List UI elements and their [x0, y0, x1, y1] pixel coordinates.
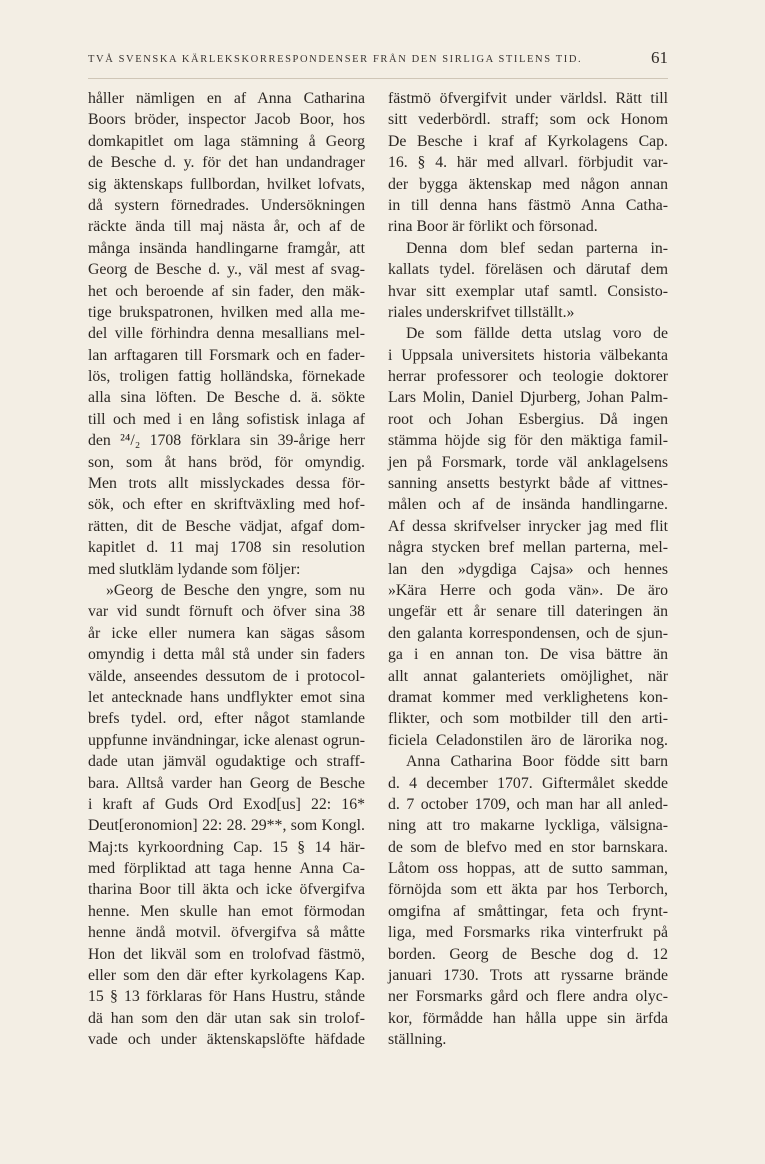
text-line: rätten, dit de Besche vädjat, afgaf dom-	[88, 517, 365, 535]
text-line: omgifna af småttingar, feta och frynt-	[388, 902, 668, 920]
left-column	[88, 88, 365, 1051]
text-line: lös, troligen fattig holländska, förnekade	[88, 368, 365, 386]
text-line: »Georg de Besche den yngre, som nu	[106, 581, 365, 599]
text-line: Georg de Besche d. y., väl mest af svag-	[88, 261, 365, 279]
text-line: ungefär ett år senare till dateringen än	[388, 603, 668, 621]
text-line: d. 7 october 1709, och man har all anled-	[388, 795, 668, 813]
text-line: let antecknade hans undflykter emot sina	[88, 688, 365, 706]
text-line: ficiela Celadonstilen äro de lärorika nog.	[388, 731, 668, 749]
text-line: dade utan jämväl ogudaktige och straff-	[88, 753, 365, 771]
text-line: till och med i en lång sofistisk inlaga af	[88, 410, 365, 428]
text-line: ställning.	[388, 1031, 447, 1049]
text-line: jen på Forsmark, torde väl anklagelsens	[388, 453, 668, 471]
text-line: då systern förnedrades. Undersökningen	[88, 196, 365, 214]
header-rule	[88, 78, 668, 79]
text-line: flikter, och som motbilder till den arti-	[388, 710, 668, 728]
text-line: ga i en annan ton. De visa bättre än	[388, 646, 668, 664]
text-line: omyndig i detta mål stå under sin faders	[88, 646, 365, 664]
text-line: kallats tydel. föreläsen och därutaf dem	[388, 261, 668, 279]
text-line: dä han som den där utan sak sin trolof-	[88, 1009, 365, 1027]
text-line: borden. Georg de Besche dog d. 12	[388, 945, 668, 963]
text-line: ner Forsmarks gård och flere andra olyc-	[388, 988, 668, 1006]
text-line: många insända handlingarne framgår, att	[88, 239, 365, 257]
text-line: Låtom oss hoppas, att de sutto samman,	[388, 860, 668, 878]
text-line: håller nämligen en af Anna Catharina	[88, 90, 365, 107]
text-line: i kraft af Guds Ord Exod[us] 22: 16*	[88, 795, 365, 813]
text-line: stämma höjde sig för den mäktiga famil-	[388, 432, 668, 450]
text-line: Deut[eronomion] 22: 28. 29**, som Kongl.	[88, 817, 365, 835]
text-line: liga, med Forsmarks rika vinterfrukt på	[388, 924, 668, 942]
text-line: i Uppsala universitets historia välbekanta	[388, 346, 668, 364]
text-line: lan arftagaren till Forsmark och en fader-	[88, 346, 365, 364]
text-line: tharina Boor till äkta och icke öfvergifva	[88, 881, 365, 899]
text-line: Lars Molin, Daniel Djurberg, Johan Palm-	[388, 389, 668, 407]
text-line: het och beroende af sin fader, den mäk-	[88, 282, 365, 300]
text-line: domkapitlet om laga stämning å Georg	[88, 132, 365, 150]
page-number: 61	[651, 48, 668, 67]
page-header	[88, 48, 668, 72]
text-line: sök, och efter en skriftväxling med hof-	[88, 496, 365, 514]
text-line: allt annat galanteriets omöjlighet, när	[388, 667, 668, 685]
text-line: förnöjda som ett äkta par hos Terborch,	[388, 881, 668, 899]
text-line: sig äktenskaps fullbordan, hvilket lofvats,	[88, 175, 365, 193]
text-line: riales underskrifvet tillställt.»	[388, 303, 575, 321]
text-line: eller som den där efter kyrkolagens Kap.	[88, 967, 365, 985]
text-line: den ²⁴/₂ 1708 förklara sin 39-årige herr	[88, 432, 365, 450]
text-line: »Kära Herre och goda vän». De äro	[388, 581, 668, 599]
text-line: Maj:ts kyrkoordning Cap. 15 § 14 här-	[88, 838, 365, 856]
text-line: d. 4 december 1707. Giftermålet skedde	[388, 774, 668, 792]
text-line: ning att tro makarne lyckliga, välsigna-	[388, 817, 668, 835]
text-line: brefs tydel. ord, efter något stamlande	[88, 710, 365, 728]
running-head: TVÅ SVENSKA KÄRLEKSKORRESPONDENSER FRÅN DEN SIRLIGA STILENS TID.	[88, 54, 583, 65]
text-line: De som fällde detta utslag voro de	[406, 325, 668, 343]
text-line: Boors bröder, inspector Jacob Boor, hos	[88, 111, 365, 129]
text-line: herrar professorer och teologie doktorer	[388, 368, 668, 386]
text-line: Men trots allt misslyckades dessa för-	[88, 475, 365, 493]
text-line: Anna Catharina Boor födde sitt barn	[406, 753, 668, 771]
text-line: några stycken bref mellan parterna, mel-	[388, 539, 668, 557]
text-line: henne ändå motvil. öfvergifva så måtte	[88, 924, 365, 942]
text-line: dramat kommer med verklighetens kon-	[388, 688, 668, 706]
text-line: januari 1730. Trots att ryssarne brände	[388, 967, 668, 985]
text-line: med förpliktad att taga henne Anna Ca-	[88, 860, 365, 878]
text-line: kor, förmådde han hålla uppe sin ärfda	[388, 1009, 668, 1027]
text-line: sanning ansetts bestyrkt både af vittnes-	[388, 475, 668, 493]
text-line: Hon det likväl som en trolofvad fästmö,	[88, 945, 365, 963]
text-line: henne. Men skulle han emot förmodan	[88, 902, 365, 920]
text-line: målen och af de insända handlingarne.	[388, 496, 668, 514]
text-line: de som de blefvo med en stor barnskara.	[388, 838, 668, 856]
text-line: bara. Alltså varder han Georg de Besche	[88, 774, 365, 792]
text-line: uppfunne invändningar, icke alenast ogrun-	[88, 731, 365, 749]
text-line: der bygga äktenskap med någon annan	[388, 175, 668, 193]
text-line: kapitlet d. 11 maj 1708 sin resolution	[88, 539, 365, 557]
text-line: den galanta korrespondensen, och de sjun-	[388, 624, 668, 642]
text-line: välde, anseendes dessutom de i protocol-	[88, 667, 365, 685]
text-line: sitt vederbördl. straff; som ock Honom	[388, 111, 668, 129]
text-line: år icke eller numera kan sägas såsom	[88, 624, 365, 642]
text-line: lan den »dygdiga Cajsa» och hennes	[388, 560, 668, 578]
text-line: var vid sundt förnuft och öfver sina 38	[88, 603, 365, 621]
text-line: 16. § 4. här med allvarl. förbjudit var-	[388, 154, 668, 172]
text-line: fästmö öfvergifvit under världsl. Rätt till	[388, 90, 668, 107]
text-line: del ville förhindra denna mesallians mel-	[88, 325, 365, 343]
text-line: in till denna hans fästmö Anna Catha-	[388, 196, 668, 214]
text-line: alla sina löften. De Besche d. ä. sökte	[88, 389, 365, 407]
text-line: hvar sitt exemplar utaf samtl. Consisto-	[388, 282, 668, 300]
text-line: tige brukspatronen, hvilken med alla me-	[88, 303, 365, 321]
text-line: Denna dom blef sedan parterna in-	[406, 239, 668, 257]
text-line: De Besche i kraf af Kyrkolagens Cap.	[388, 132, 668, 150]
right-column	[388, 88, 668, 1051]
text-line: son, som åt hans bröd, för omyndig.	[88, 453, 365, 471]
text-line: Af dessa skrifvelser inrycker jag med flit	[388, 517, 668, 535]
text-line: de Besche d. y. för det han undandrager	[88, 154, 365, 172]
text-line: root och Johan Esbergius. Då ingen	[388, 410, 668, 428]
text-line: vade och under äktenskapslöfte häfdade	[88, 1031, 365, 1049]
text-line: räckte ända till maj nästa år, och af de	[88, 218, 365, 236]
text-line: rina Boor är förlikt och försonad.	[388, 218, 598, 236]
text-line: 15 § 13 förklaras för Hans Hustru, stånde	[88, 988, 365, 1006]
text-line: med slutkläm lydande som följer:	[88, 560, 301, 578]
